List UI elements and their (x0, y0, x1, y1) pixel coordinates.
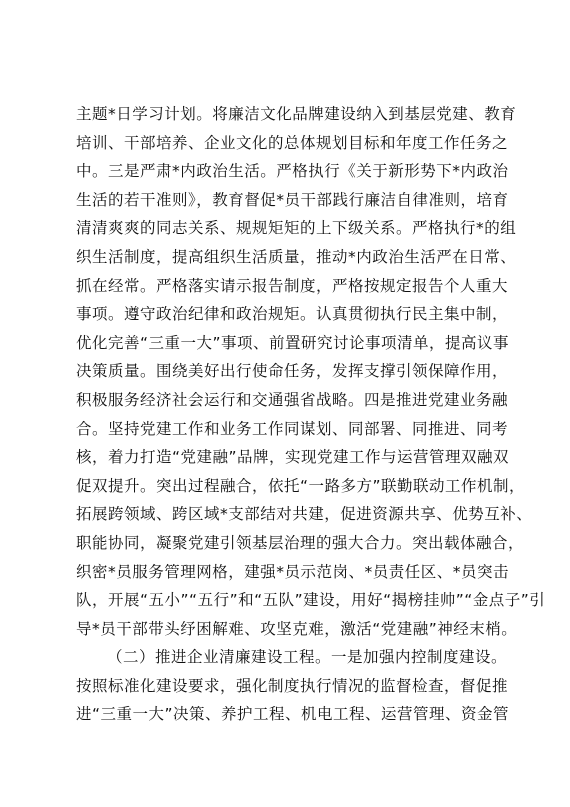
text-line: 抓在经常。严格落实请示报告制度，严格按规定报告个人重大 (76, 276, 509, 295)
text-line: 生活的若干准则》，教育督促*员干部践行廉洁自律准则，培育 (76, 190, 509, 209)
text-line: 培训、干部培养、企业文化的总体规划目标和年度工作任务之 (76, 133, 509, 152)
body-text (76, 100, 546, 729)
text-line: 决策质量。围绕美好出行使命任务，发挥支撑引领保障作用， (76, 362, 509, 381)
text-line: 按照标准化建设要求，强化制度执行情况的监督检查，督促推 (76, 676, 509, 695)
text-line: 主题*日学习计划。将廉洁文化品牌建设纳入到基层党建、教育 (76, 105, 517, 123)
text-line: 中。三是严肃*内政治生活。严格执行《关于新形势下*内政治 (76, 162, 509, 181)
text-line: 事项。遵守政治纪律和政治规矩。认真贯彻执行民主集中制， (76, 305, 509, 324)
text-line: 促双提升。突出过程融合，依托“一路多方”联勤联动工作机制， (76, 476, 526, 495)
text-line: 进“三重一大”决策、养护工程、机电工程、运营管理、资金管 (76, 705, 510, 724)
section-heading-line: （二）推进企业清廉建设工程。一是加强内控制度建设。 (107, 648, 508, 667)
text-line: 拓展跨领域、跨区域*支部结对共建，促进资源共享、优势互补、 (76, 505, 533, 524)
text-line: 优化完善“三重一大”事项、前置研究讨论事项清单，提高议事 (76, 333, 510, 352)
text-line: 织密*员服务管理网格，建强*员示范岗、*员责任区、*员突击 (76, 562, 510, 581)
text-line: 合。坚持党建工作和业务工作同谋划、同部署、同推进、同考 (76, 419, 509, 438)
text-line: 导*员干部带头纾困解难、攻坚克难，激活“党建融”神经末梢。 (76, 619, 518, 638)
text-line: 清清爽爽的同志关系、规规矩矩的上下级关系。严格执行*的组 (76, 219, 517, 238)
text-line: 核，着力打造“党建融”品牌，实现党建工作与运营管理双融双 (76, 448, 510, 467)
text-line: 积极服务经济社会运行和交通强省战略。四是推进党建业务融 (76, 390, 509, 409)
text-line: 职能协同，凝聚党建引领基层治理的强大合力。突出载体融合， (76, 533, 525, 552)
text-line: 织生活制度，提高组织生活质量，推动*内政治生活严在日常、 (76, 247, 517, 266)
text-line: 队，开展“五小”“五行”和“五队”建设，用好“揭榜挂帅”“金点子”引 (76, 591, 546, 610)
